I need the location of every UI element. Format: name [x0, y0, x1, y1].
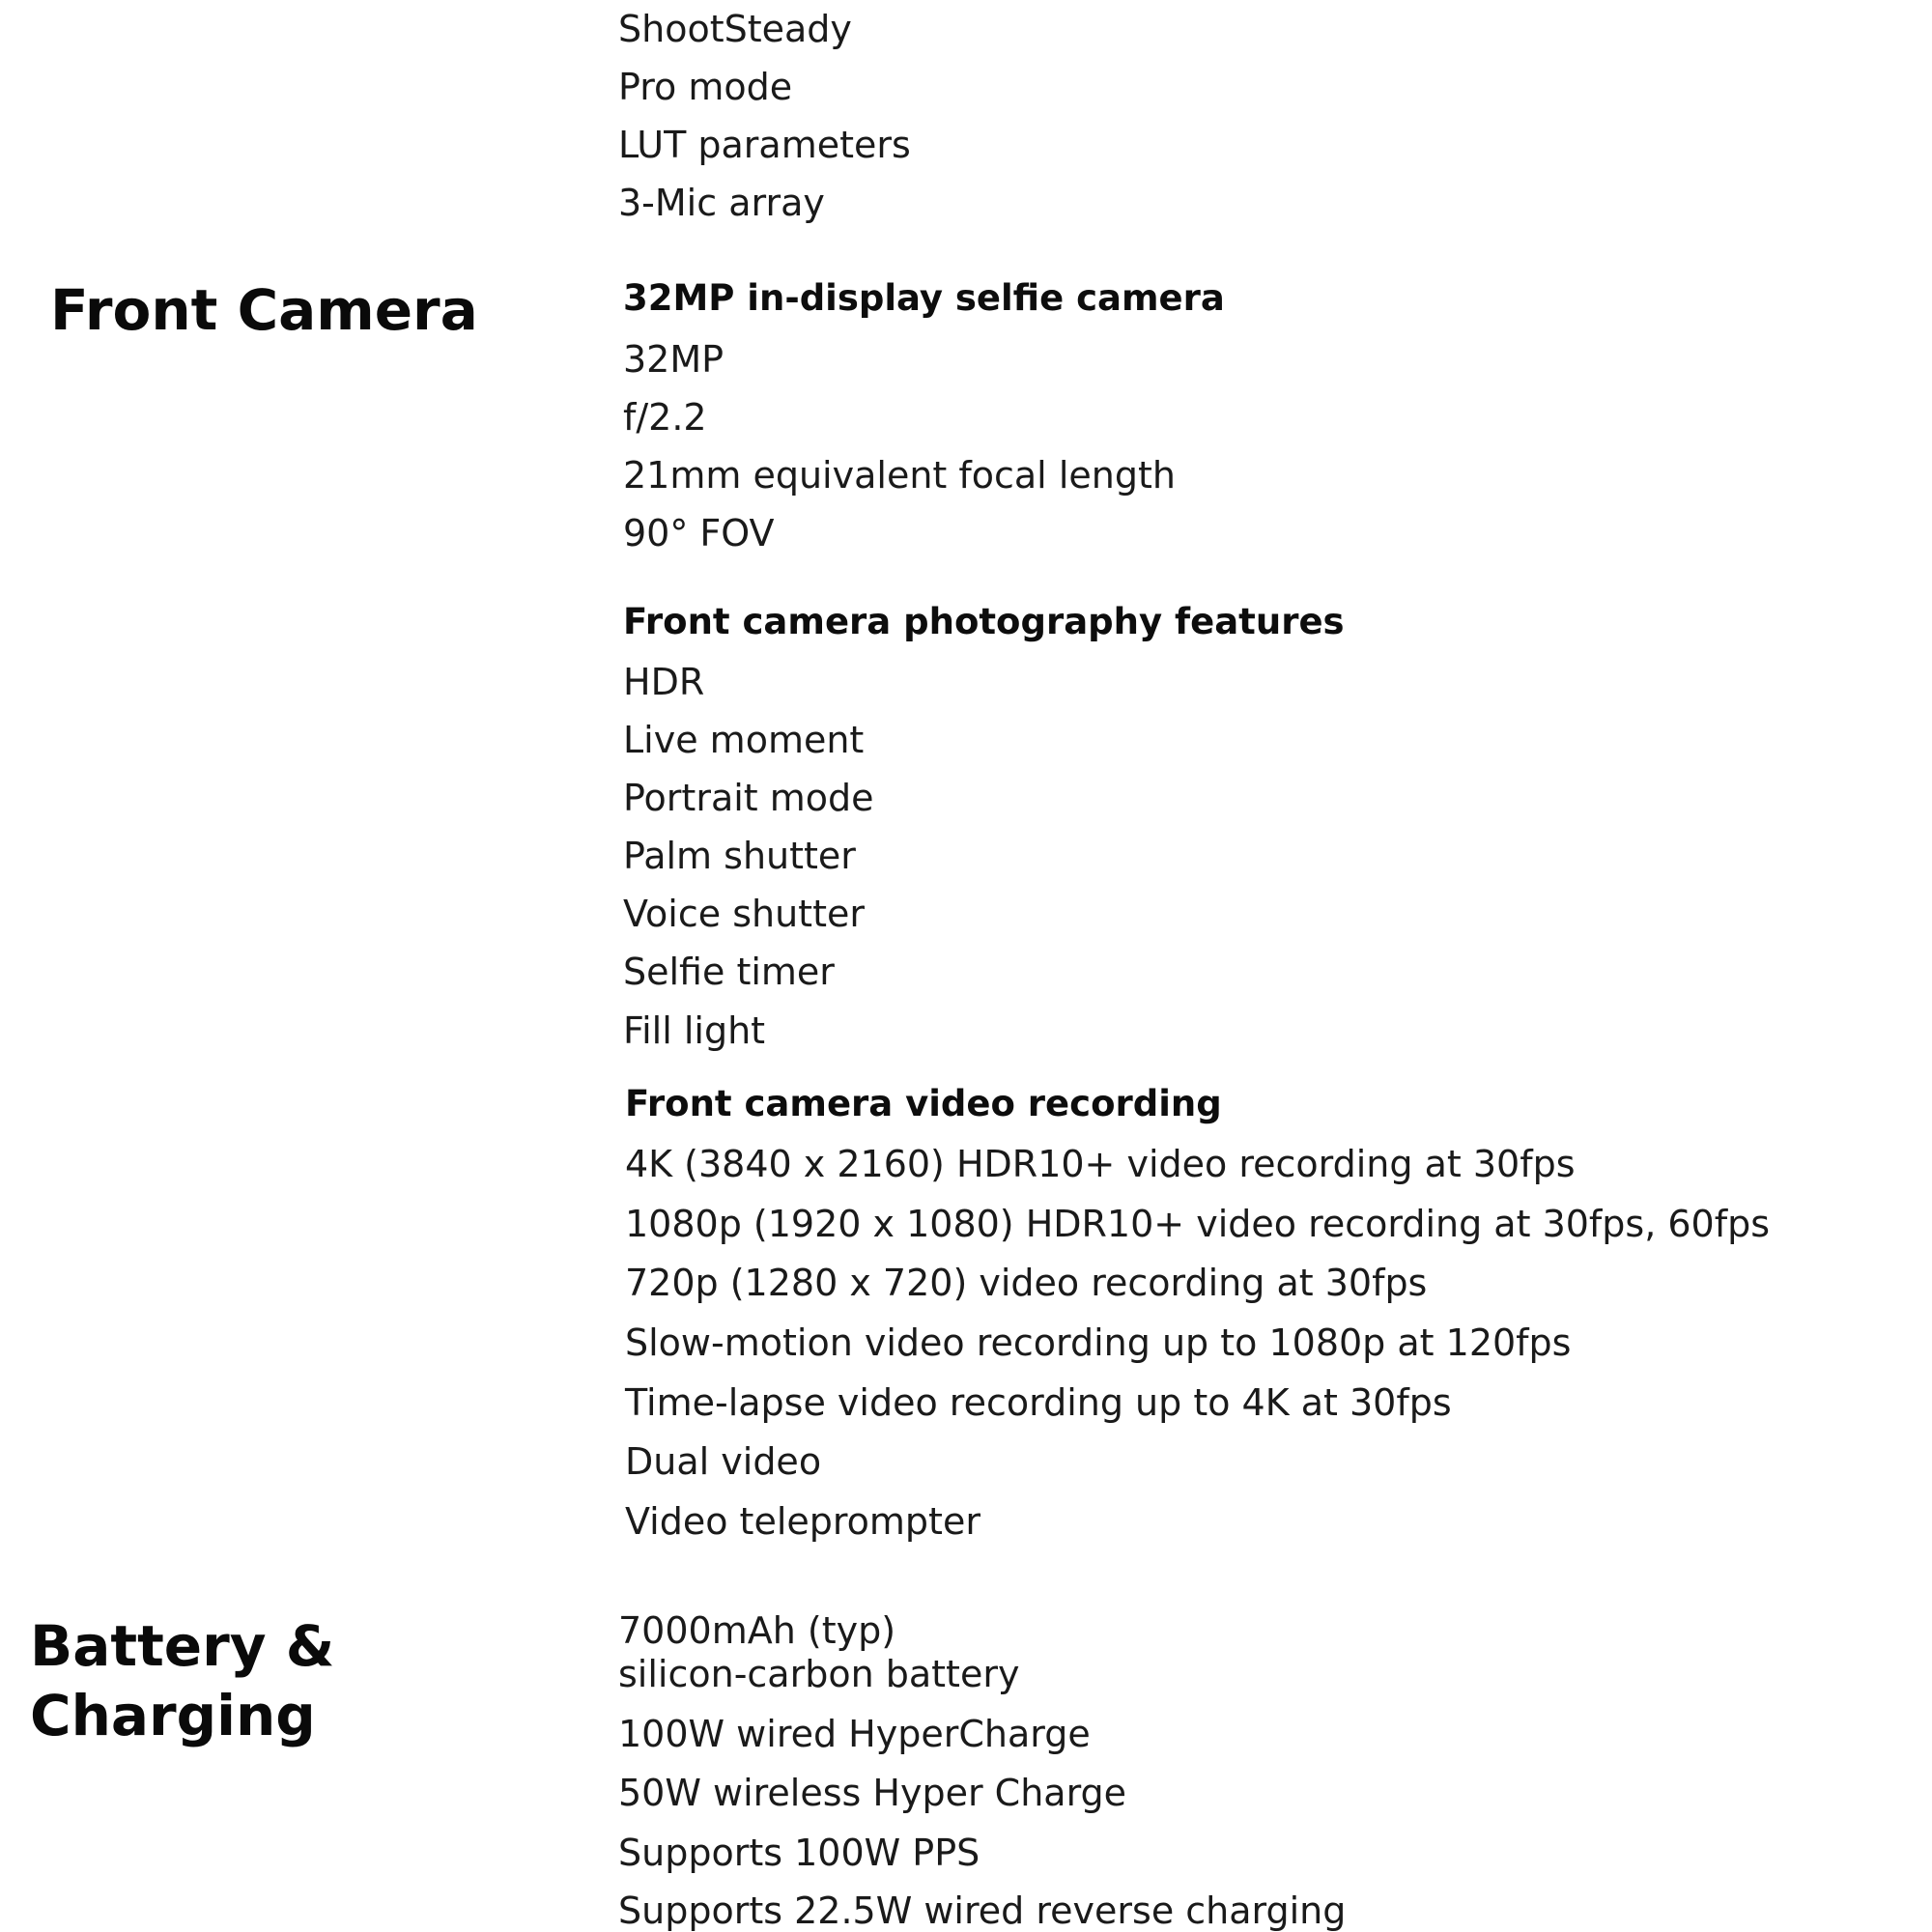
photo-feature-selfie-timer: Selfie timer — [623, 951, 835, 993]
feature-pro-mode: Pro mode — [618, 66, 793, 108]
video-feature-slow-motion: Slow-motion video recording up to 1080p at 120fps — [625, 1321, 1572, 1364]
battery-title-line2: Charging — [30, 1683, 316, 1748]
battery-feature-wireless: 50W wireless Hyper Charge — [618, 1772, 1127, 1814]
photo-feature-fill-light: Fill light — [623, 1009, 766, 1052]
selfie-camera-heading: 32MP in-display selfie camera — [623, 277, 1225, 319]
selfie-spec-focal-length: 21mm equivalent focal length — [623, 454, 1176, 497]
photo-feature-live-moment: Live moment — [623, 719, 865, 761]
battery-charging-title — [30, 1611, 334, 1750]
photo-feature-hdr: HDR — [623, 661, 705, 703]
selfie-spec-resolution: 32MP — [623, 338, 724, 381]
video-feature-teleprompter: Video teleprompter — [625, 1500, 980, 1543]
feature-mic-array: 3-Mic array — [618, 182, 825, 224]
photo-features-heading: Front camera photography features — [623, 601, 1345, 642]
photo-feature-voice-shutter: Voice shutter — [623, 893, 865, 935]
feature-lut-parameters: LUT parameters — [618, 124, 911, 166]
battery-feature-pps: Supports 100W PPS — [618, 1832, 980, 1874]
photo-feature-portrait-mode: Portrait mode — [623, 777, 874, 819]
video-feature-720p: 720p (1280 x 720) video recording at 30fps — [625, 1262, 1428, 1304]
front-camera-title: Front Camera — [50, 277, 478, 343]
selfie-spec-fov: 90° FOV — [623, 512, 775, 554]
video-feature-dual-video: Dual video — [625, 1440, 822, 1483]
video-feature-time-lapse: Time-lapse video recording up to 4K at 30fps — [625, 1381, 1452, 1424]
video-feature-4k: 4K (3840 x 2160) HDR10+ video recording at 30fps — [625, 1143, 1576, 1185]
photo-feature-palm-shutter: Palm shutter — [623, 835, 856, 877]
video-recording-heading: Front camera video recording — [625, 1083, 1222, 1124]
battery-feature-wired: 100W wired HyperCharge — [618, 1713, 1091, 1755]
battery-capacity: 7000mAh (typ) — [618, 1609, 896, 1652]
battery-type: silicon-carbon battery — [618, 1653, 1020, 1695]
battery-title-line1: Battery & — [30, 1613, 335, 1679]
video-feature-1080p: 1080p (1920 x 1080) HDR10+ video recording at 30fps, 60fps — [625, 1203, 1771, 1245]
battery-feature-reverse: Supports 22.5W wired reverse charging — [618, 1889, 1347, 1932]
feature-shootsteady: ShootSteady — [618, 8, 852, 50]
selfie-spec-aperture: f/2.2 — [623, 396, 707, 439]
